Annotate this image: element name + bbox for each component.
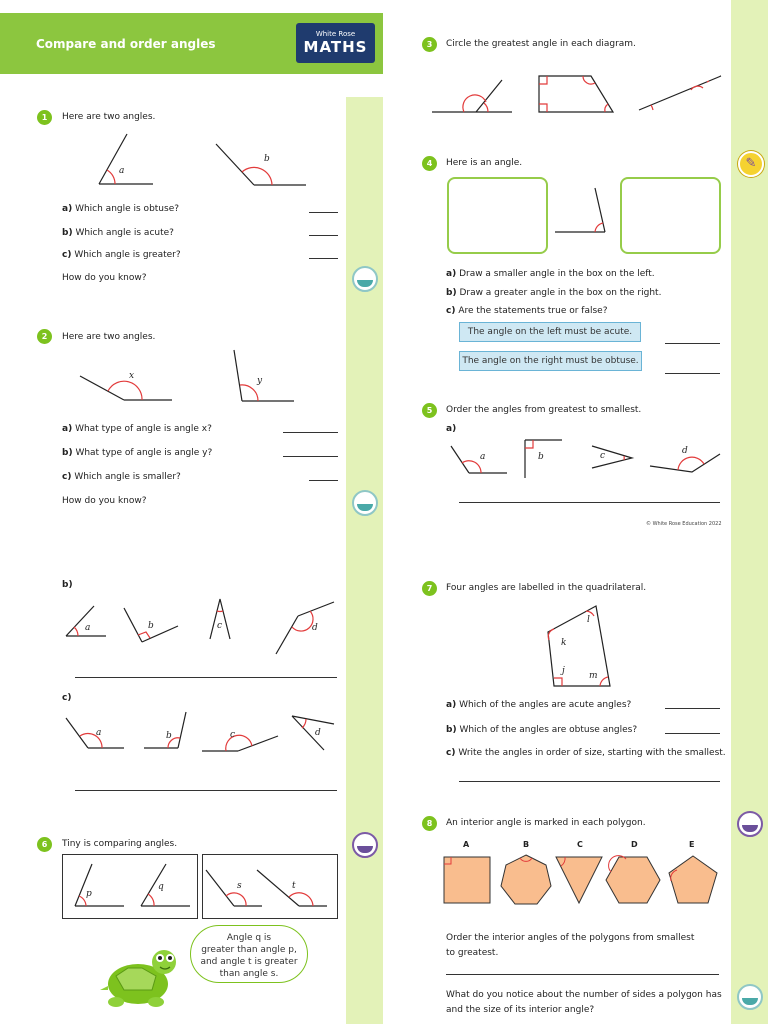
q1-part-a-text: Which angle is obtuse? <box>75 204 180 214</box>
q1-angle-a <box>95 130 155 190</box>
q4-part-b-key: b) <box>446 288 457 298</box>
polygon-letter-c: C <box>577 840 583 849</box>
q5a-label-a: a <box>480 452 486 462</box>
q3-intro: Circle the greatest angle in each diagram. <box>446 39 636 49</box>
q4-part-c-key: c) <box>446 306 456 316</box>
polygon-a-square <box>443 856 491 904</box>
q1-answer-line-a[interactable] <box>309 212 338 213</box>
q5a-key <box>446 424 456 435</box>
q5a-label-c: c <box>600 451 606 461</box>
q7-answer-line-c[interactable] <box>459 781 720 782</box>
q5c-label-b: b <box>166 731 172 741</box>
q3-diagram-2 <box>537 74 617 114</box>
q7-quadrilateral <box>540 604 614 688</box>
depth-icon <box>737 811 763 837</box>
white-rose-maths-logo <box>296 23 375 63</box>
reasoning-icon <box>352 266 378 292</box>
q7-part-c <box>446 748 726 759</box>
polygon-b-heptagon <box>500 854 552 906</box>
q2-part-c-text: Which angle is smaller? <box>74 472 181 482</box>
question-6-number: 6 <box>37 837 52 852</box>
q4-statement-1: The angle on the left must be acute. <box>459 322 641 342</box>
question-3-number: 3 <box>422 37 437 52</box>
depth-icon <box>352 832 378 858</box>
q7-part-c-text: Write the angles in order of size, starting with the smallest. <box>458 748 726 758</box>
q5a-key-text: a) <box>446 424 457 434</box>
question-7-number: 7 <box>422 581 437 596</box>
q1-part-c-text: Which angle is greater? <box>74 250 181 260</box>
q6-angle-q <box>136 862 192 908</box>
q2-intro: Here are two angles. <box>62 332 156 342</box>
q2-angle-x <box>80 368 175 403</box>
question-5-number: 5 <box>422 403 437 418</box>
q5c-label-c: c <box>230 730 236 740</box>
q7-part-b-key: b) <box>446 725 457 735</box>
q5b-answer-line[interactable] <box>75 677 337 678</box>
q5b-label-b: b <box>148 621 154 631</box>
q4-part-c <box>446 306 608 317</box>
q4-part-a <box>446 269 655 280</box>
q2-part-a <box>62 424 212 435</box>
q2-answer-line-b[interactable] <box>283 456 338 457</box>
q7-part-a-key: a) <box>446 700 457 710</box>
reasoning-icon <box>737 984 763 1010</box>
q2-part-b-key: b) <box>62 448 73 458</box>
q1-label-a: a <box>119 166 125 176</box>
q2-part-a-key: a) <box>62 424 73 434</box>
q5b-key-text: b) <box>62 580 73 590</box>
q1-answer-line-b[interactable] <box>309 235 338 236</box>
q5c-answer-line[interactable] <box>75 790 337 791</box>
q5c-angle-a <box>64 716 126 752</box>
tiny-tortoise-illustration <box>98 942 188 1010</box>
q5b-label-c: c <box>217 621 223 631</box>
q4-part-a-text: Draw a smaller angle in the box on the left. <box>459 269 655 279</box>
q2-how: How do you know? <box>62 496 147 506</box>
q2-part-b-text: What type of angle is angle y? <box>75 448 213 458</box>
q5a-angle-c <box>590 444 634 470</box>
q5b-angle-c <box>208 597 232 642</box>
q5c-angle-c <box>200 734 280 754</box>
logo-line-1: White Rose <box>315 30 356 38</box>
q6-intro: Tiny is comparing angles. <box>62 839 178 849</box>
polygon-letter-b: B <box>523 840 530 849</box>
question-1-number: 1 <box>37 110 52 125</box>
q1-part-b-text: Which angle is acute? <box>75 228 174 238</box>
polygon-letter-e: E <box>689 840 695 849</box>
q8-order-line-2: to greatest. <box>446 948 499 958</box>
q7-answer-line-b[interactable] <box>665 733 720 734</box>
pencil-icon: ✎ <box>738 151 764 177</box>
q2-angle-y <box>232 350 297 405</box>
q4-part-c-text: Are the statements true or false? <box>458 306 608 316</box>
question-8-number: 8 <box>422 816 437 831</box>
q7-part-b <box>446 725 637 736</box>
q4-intro: Here is an angle. <box>446 158 523 168</box>
q4-part-b <box>446 288 661 299</box>
q1-part-c-key: c) <box>62 250 72 260</box>
q5a-angle-a <box>449 444 509 476</box>
q7-label-m: m <box>589 671 598 681</box>
q5c-key <box>62 693 71 704</box>
q6-label-t: t <box>292 881 296 891</box>
q2-label-x: x <box>129 371 135 381</box>
q5c-label-a: a <box>96 728 102 738</box>
q6-label-q: q <box>158 882 164 892</box>
polygon-letter-d: D <box>631 840 638 849</box>
q6-label-p: p <box>86 889 92 899</box>
q1-part-b <box>62 228 174 239</box>
speech-line-4: than angle s. <box>219 969 279 979</box>
q8-order-line-1: Order the interior angles of the polygons from smallest <box>446 933 695 943</box>
q4-answer-line-2[interactable] <box>665 373 720 374</box>
q7-part-a <box>446 700 631 711</box>
q2-answer-line-a[interactable] <box>283 432 338 433</box>
tiny-speech-bubble <box>190 925 308 983</box>
q5b-angle-d <box>274 600 336 656</box>
q3-diagram-3 <box>637 74 725 112</box>
q2-answer-line-c[interactable] <box>309 480 338 481</box>
q7-label-j: j <box>562 666 565 676</box>
q5c-label-d: d <box>315 728 321 738</box>
speech-line-2: greater than angle p, <box>201 945 297 955</box>
polygon-c-triangle <box>555 856 603 904</box>
q1-part-a-key: a) <box>62 204 73 214</box>
q5a-label-d: d <box>682 446 688 456</box>
q5a-label-b: b <box>538 452 544 462</box>
q7-label-k: k <box>561 638 567 648</box>
q5c-key-text: c) <box>62 693 72 703</box>
copyright-notice: © White Rose Education 2022 <box>646 521 722 527</box>
q1-how: How do you know? <box>62 273 147 283</box>
left-margin-strip <box>346 97 383 1024</box>
q5c-angle-d <box>290 714 336 752</box>
logo-line-2: MATHS <box>303 38 368 56</box>
q4-given-angle <box>553 186 609 234</box>
q1-intro: Here are two angles. <box>62 112 156 122</box>
q8-intro: An interior angle is marked in each polygon. <box>446 818 646 828</box>
q7-label-l: l <box>587 615 590 625</box>
polygon-letter-a: A <box>463 840 470 849</box>
q8-notice-line-1: What do you notice about the number of sides a polygon has <box>446 990 722 1000</box>
q1-part-b-key: b) <box>62 228 73 238</box>
question-4-number: 4 <box>422 156 437 171</box>
q3-diagram-1 <box>430 78 515 114</box>
q4-draw-box-right[interactable] <box>620 177 721 254</box>
q6-label-s: s <box>237 881 242 891</box>
q7-part-a-text: Which of the angles are acute angles? <box>459 700 632 710</box>
q2-part-a-text: What type of angle is angle x? <box>75 424 212 434</box>
speech-line-3: and angle t is greater <box>200 957 298 967</box>
q1-label-b: b <box>264 154 270 164</box>
q4-part-b-text: Draw a greater angle in the box on the right. <box>459 288 662 298</box>
polygon-e-pentagon <box>668 855 718 905</box>
q6-angle-p <box>70 862 126 908</box>
q2-part-b <box>62 448 212 459</box>
q5-intro: Order the angles from greatest to smallest. <box>446 405 642 415</box>
reasoning-icon <box>352 490 378 516</box>
polygon-d-hexagon <box>605 856 661 904</box>
q1-answer-line-c[interactable] <box>309 258 338 259</box>
q2-part-c-key: c) <box>62 472 72 482</box>
q2-label-y: y <box>257 376 263 386</box>
q1-part-a <box>62 204 179 215</box>
q7-answer-line-a[interactable] <box>665 708 720 709</box>
header-bar <box>0 13 383 74</box>
q7-part-c-key: c) <box>446 748 456 758</box>
q5a-answer-line[interactable] <box>459 502 720 503</box>
q4-part-a-key: a) <box>446 269 457 279</box>
q4-answer-line-1[interactable] <box>665 343 720 344</box>
q5b-key <box>62 580 73 591</box>
page-title: Compare and order angles <box>36 37 216 51</box>
q1-part-c <box>62 250 181 261</box>
q7-intro: Four angles are labelled in the quadrilateral. <box>446 583 647 593</box>
q4-statement-2: The angle on the right must be obtuse. <box>459 351 642 371</box>
q8-notice-line-2: and the size of its interior angle? <box>446 1005 595 1015</box>
q5b-label-d: d <box>312 623 318 633</box>
q1-angle-b <box>214 140 309 190</box>
q2-part-c <box>62 472 181 483</box>
speech-line-1: Angle q is <box>226 933 272 943</box>
q4-draw-box-left[interactable] <box>447 177 548 254</box>
q8-answer-line[interactable] <box>446 974 719 975</box>
q5b-label-a: a <box>85 623 91 633</box>
question-2-number: 2 <box>37 329 52 344</box>
q7-part-b-text: Which of the angles are obtuse angles? <box>459 725 638 735</box>
